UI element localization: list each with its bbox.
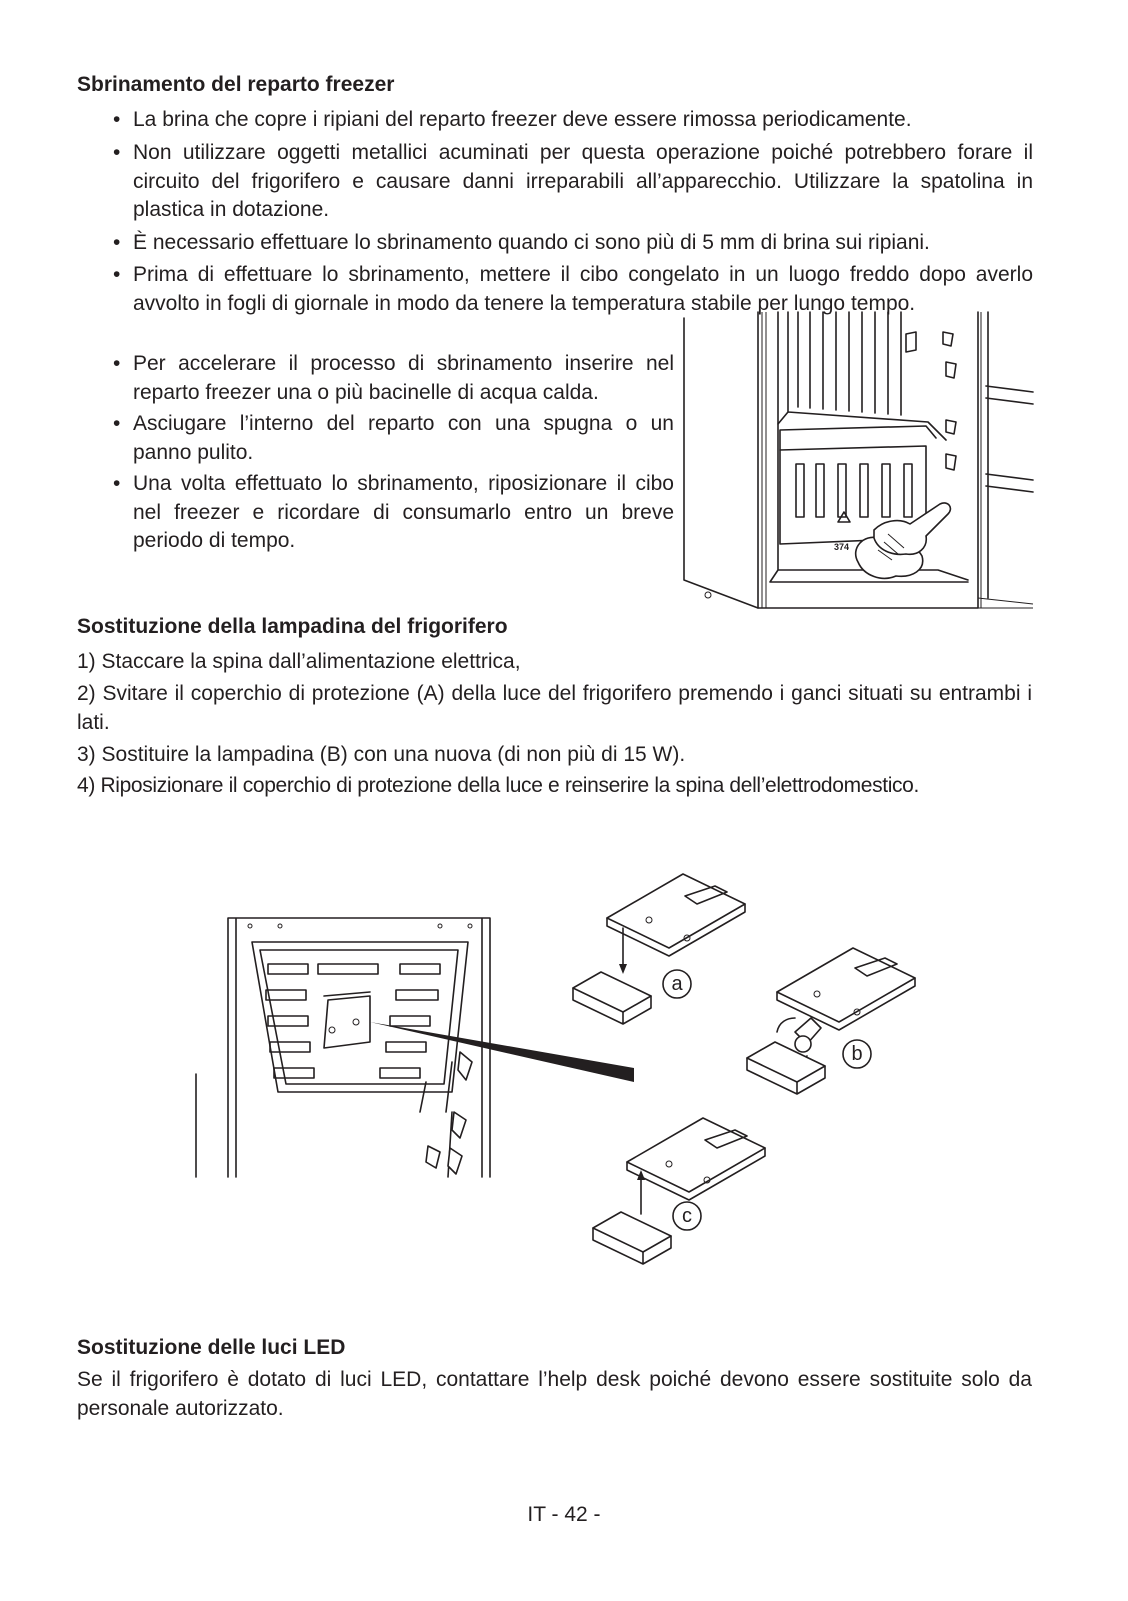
- step-c-label: c: [682, 1205, 692, 1227]
- step-a-cover-removal: [573, 874, 745, 1024]
- step-b-bulb-replacement: [747, 948, 915, 1094]
- bullet-item: • È necessario effettuare lo sbrinamento quando ci sono più di 5 mm di brina sui ripiani.: [113, 231, 930, 254]
- bullet-item: • Una volta effettuato lo sbrinamento, riposizionare il cibo nel freezer e ricordare di consumarlo entro un breve periodo di tempo.: [113, 472, 674, 552]
- step-item: 1) Staccare la spina dall’alimentazione elettrica,: [77, 650, 521, 673]
- section-heading-bulb: Sostituzione della lampadina del frigorifero: [77, 615, 508, 638]
- step-c-cover-refit: [593, 1118, 765, 1264]
- step-item: 3) Sostituire la lampadina (B) con una nuova (di non più di 15 W).: [77, 743, 686, 766]
- step-item: 2) Svitare il coperchio di protezione (A) della luce del frigorifero premendo i ganci situati su entrambi i lati.: [77, 682, 1032, 734]
- light-cover-steps-illustration: [565, 868, 925, 1268]
- step-item: 4) Riposizionare il coperchio di protezione della luce e reinserire la spina dell’elettrodomestico.: [77, 774, 919, 797]
- section-heading-led: Sostituzione delle luci LED: [77, 1336, 346, 1359]
- led-paragraph: Se il frigorifero è dotato di luci LED, contattare l’help desk poiché devono essere sostituite solo da personale autorizzato.: [77, 1368, 1032, 1420]
- bullet-item: • Prima di effettuare lo sbrinamento, mettere il cibo congelato in un luogo freddo dopo averlo avvolto in fogli di giornale in modo da tenere la temperatura stabile per lungo tempo.: [113, 263, 1033, 315]
- page-number: IT - 42 -: [527, 1503, 601, 1526]
- freezer-defrost-illustration: [678, 312, 1038, 614]
- step-a-label: a: [671, 973, 683, 995]
- bullet-item: • La brina che copre i ripiani del reparto freezer deve essere rimossa periodicamente.: [113, 108, 912, 131]
- figure-code-label: 374: [834, 542, 850, 552]
- bullet-item: • Per accelerare il processo di sbrinamento inserire nel reparto freezer una o più bacinelle di acqua calda.: [113, 352, 674, 404]
- step-b-label: b: [851, 1043, 863, 1065]
- section-heading-defrost: Sbrinamento del reparto freezer: [77, 73, 395, 96]
- bullet-item: • Asciugare l’interno del reparto con una spugna o un panno pulito.: [113, 412, 674, 464]
- bullet-item: • Non utilizzare oggetti metallici acuminati per questa operazione poiché potrebbero forare il circuito del frigorifero e causare danni irreparabili all’apparecchio. Utilizzare la spatolina in plastica in dotazione.: [113, 141, 1033, 221]
